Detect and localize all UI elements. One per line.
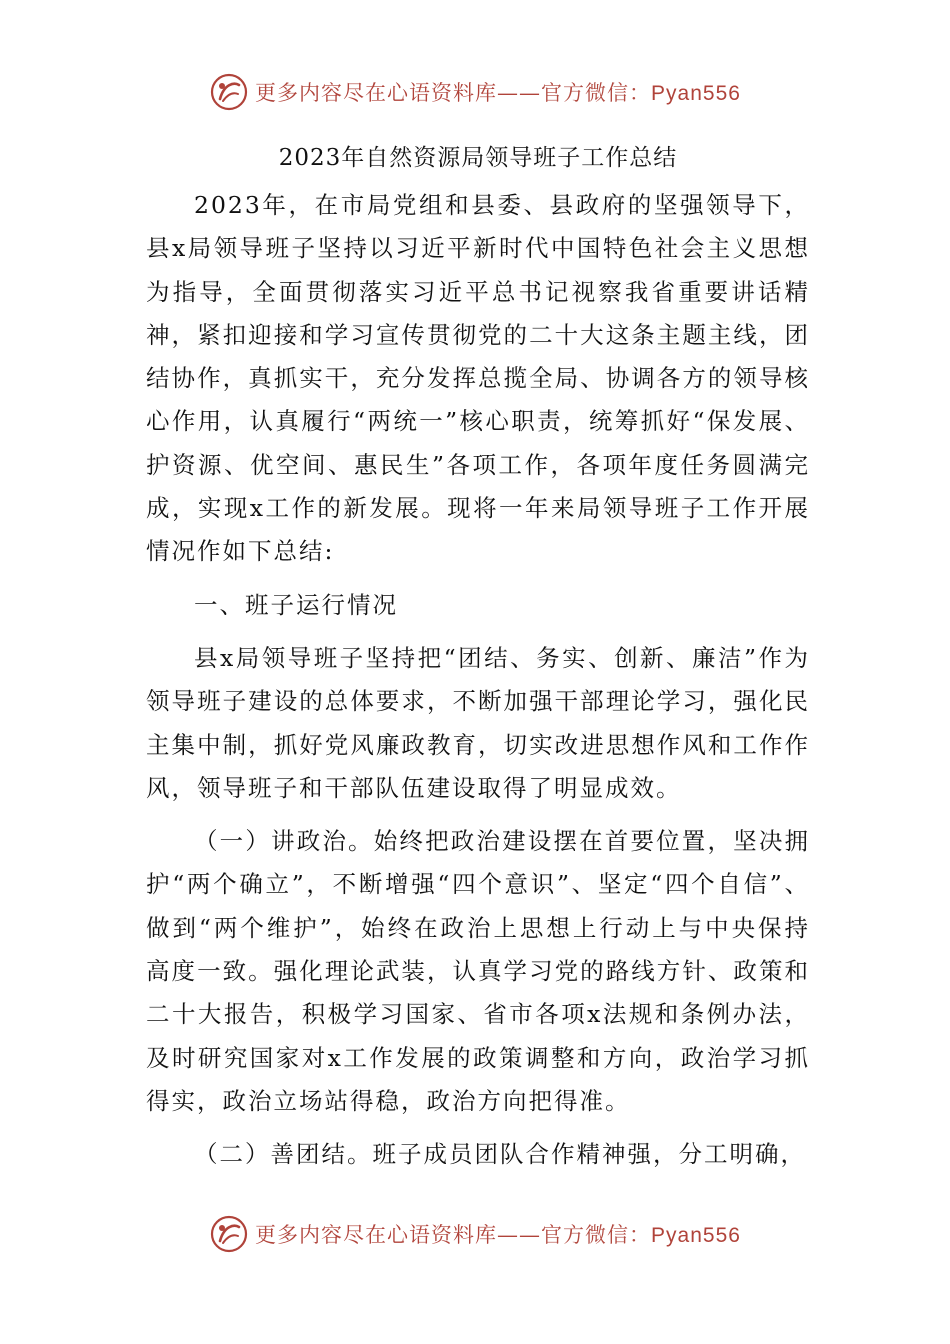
footer-watermark-banner [0, 1212, 950, 1256]
paragraph-section-1: 县x局领导班子坚持把“团结、务实、创新、廉洁”作为领导班子建设的总体要求，不断加强干部理论学习，强化民主集中制，抓好党风廉政教育，切实改进思想作风和工作作风，领导班子和干部队伍建设取得了明显成效。 [146, 643, 810, 802]
banner-wechat-label: 官方微信： [541, 81, 652, 105]
banner-wechat-id: Pyan556 [651, 82, 741, 105]
banner-main-text: 更多内容尽在心语资料库 [255, 81, 498, 105]
banner-text [255, 1219, 741, 1249]
document-body [146, 142, 810, 1177]
paragraph-unity: （二）善团结。班子成员团队合作精神强，分工明确， [194, 1140, 806, 1169]
paragraph-politics: （一）讲政治。始终把政治建设摆在首要位置，坚决拥护“两个确立”，不断增强“四个意识”、坚定“四个自信”、做到“两个维护”，始终在政治上思想上行动上与中央保持高度一致。强化理论武装，认真学习党的路线方针、政策和二十大报告，积极学习国家、省市各项x法规和条例办法，及时研究国家对x工作发展的政策调整和方向，政治学习抓得实，政治立场站得稳，政治方向把得准。 [146, 827, 810, 1115]
section-heading-1: 一、班子运行情况 [194, 590, 398, 619]
banner-main-text: 更多内容尽在心语资料库 [255, 1223, 498, 1247]
brand-logo-icon [209, 1214, 249, 1254]
paragraph-intro: 2023年，在市局党组和县委、县政府的坚强领导下，县x局领导班子坚持以习近平新时代中国特色社会主义思想为指导，全面贯彻落实习近平总书记视察我省重要讲话精神，紧扣迎接和学习宣传贯彻党的二十大这条主题主线，团结协作，真抓实干，充分发挥总揽全局、协调各方的领导核心作用，认真履行“两统一”核心职责，统筹抓好“保发展、护资源、优空间、惠民生”各项工作，各项年度任务圆满完成，实现x工作的新发展。现将一年来局领导班子工作开展情况作如下总结: [146, 191, 810, 566]
document-title: 2023年自然资源局领导班子工作总结 [278, 145, 678, 171]
banner-dash: —— [497, 1223, 542, 1247]
header-watermark-banner [0, 70, 950, 114]
banner-wechat-label: 官方微信： [541, 1223, 652, 1247]
brand-logo-icon [209, 72, 249, 112]
banner-text [255, 77, 741, 107]
banner-dash: —— [497, 81, 542, 105]
banner-wechat-id: Pyan556 [651, 1224, 741, 1247]
